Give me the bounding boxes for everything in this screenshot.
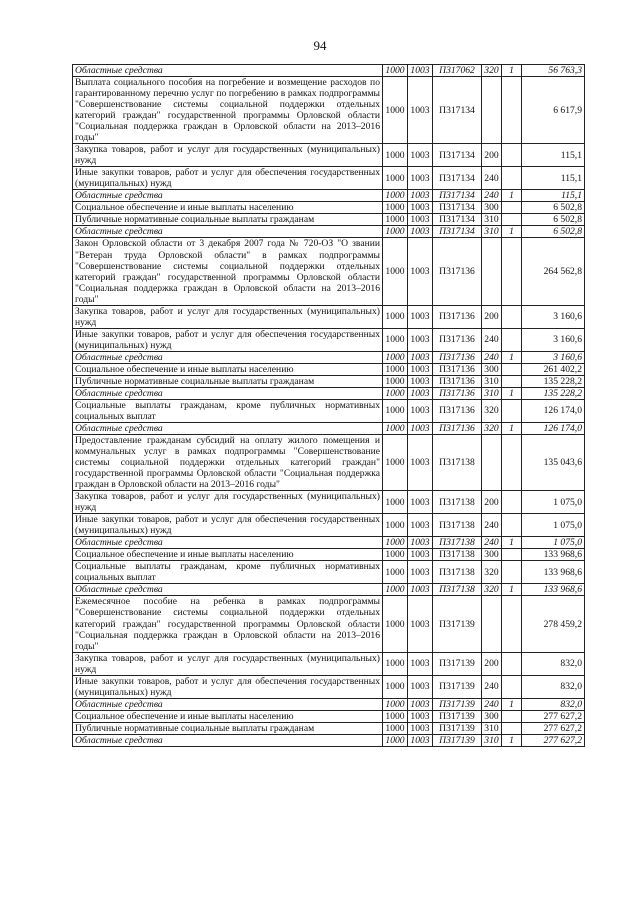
row-name: Областные средства	[73, 65, 383, 77]
ved-code: 1000	[383, 722, 408, 734]
amount: 126 174,0	[522, 422, 585, 434]
amount: 115,1	[522, 190, 585, 202]
amount: 115,1	[522, 167, 585, 190]
funding-source-code	[502, 549, 522, 561]
ved-code: 1000	[383, 375, 408, 387]
table-row	[73, 144, 585, 167]
funding-source-code	[502, 722, 522, 734]
page-number: 94	[313, 38, 327, 53]
target-article-code: П317136	[433, 422, 482, 434]
target-article-code: П317136	[433, 238, 482, 305]
target-article-code: П317138	[433, 549, 482, 561]
ved-code: 1000	[383, 351, 408, 363]
expense-type-code: 300	[482, 363, 502, 375]
table-row-regional-funds	[73, 351, 585, 363]
table-row-regional-funds	[73, 65, 585, 77]
ved-code: 1000	[383, 549, 408, 561]
expense-type-code: 200	[482, 652, 502, 675]
ved-code: 1000	[383, 675, 408, 698]
target-article-code: П317139	[433, 710, 482, 722]
target-article-code: П317134	[433, 214, 482, 226]
section-code: 1003	[408, 652, 433, 675]
expense-type-code: 240	[482, 190, 502, 202]
target-article-code: П317134	[433, 226, 482, 238]
row-name: Иные закупки товаров, работ и услуг для обеспечения государственных (муниципальных) нужд	[73, 514, 383, 537]
amount: 832,0	[522, 652, 585, 675]
funding-source-code: 1	[502, 226, 522, 238]
amount: 3 160,6	[522, 305, 585, 328]
target-article-code: П317134	[433, 202, 482, 214]
expense-type-code: 240	[482, 514, 502, 537]
amount: 1 075,0	[522, 514, 585, 537]
funding-source-code	[502, 328, 522, 351]
row-name: Закупка товаров, работ и услуг для государственных (муниципальных) нужд	[73, 491, 383, 514]
expense-type-code: 320	[482, 65, 502, 77]
ved-code: 1000	[383, 710, 408, 722]
section-code: 1003	[408, 167, 433, 190]
ved-code: 1000	[383, 202, 408, 214]
amount: 115,1	[522, 144, 585, 167]
ved-code: 1000	[383, 537, 408, 549]
table-row	[73, 435, 585, 491]
section-code: 1003	[408, 214, 433, 226]
ved-code: 1000	[383, 363, 408, 375]
expense-type-code: 320	[482, 584, 502, 596]
table-row	[73, 238, 585, 305]
row-name: Областные средства	[73, 698, 383, 710]
expense-type-code: 300	[482, 202, 502, 214]
amount: 133 968,6	[522, 561, 585, 584]
target-article-code: П317139	[433, 722, 482, 734]
section-code: 1003	[408, 375, 433, 387]
expense-type-code: 310	[482, 375, 502, 387]
amount: 133 968,6	[522, 584, 585, 596]
expense-type-code: 200	[482, 144, 502, 167]
section-code: 1003	[408, 491, 433, 514]
expense-type-code: 320	[482, 399, 502, 422]
funding-source-code	[502, 561, 522, 584]
funding-source-code	[502, 167, 522, 190]
table-row	[73, 722, 585, 734]
section-code: 1003	[408, 549, 433, 561]
ved-code: 1000	[383, 305, 408, 328]
funding-source-code	[502, 238, 522, 305]
funding-source-code	[502, 77, 522, 144]
section-code: 1003	[408, 77, 433, 144]
row-name: Иные закупки товаров, работ и услуг для обеспечения государственных (муниципальных) нужд	[73, 675, 383, 698]
funding-source-code: 1	[502, 387, 522, 399]
section-code: 1003	[408, 710, 433, 722]
ved-code: 1000	[383, 190, 408, 202]
expense-type-code: 240	[482, 328, 502, 351]
funding-source-code: 1	[502, 537, 522, 549]
row-name: Иные закупки товаров, работ и услуг для обеспечения государственных (муниципальных) нужд	[73, 328, 383, 351]
row-name: Ежемесячное пособие на ребенка в рамках подпрограммы "Совершенствование системы социальной поддержки отдельных категорий граждан" государственной программы Орловской области "Социальная поддержка граждан в Орловской области на 2013–2016 годы"	[73, 596, 383, 652]
amount: 6 502,8	[522, 202, 585, 214]
table-row	[73, 214, 585, 226]
section-code: 1003	[408, 561, 433, 584]
target-article-code: П317138	[433, 561, 482, 584]
ved-code: 1000	[383, 387, 408, 399]
section-code: 1003	[408, 190, 433, 202]
target-article-code: П317138	[433, 537, 482, 549]
expense-type-code: 300	[482, 549, 502, 561]
row-name: Закупка товаров, работ и услуг для государственных (муниципальных) нужд	[73, 305, 383, 328]
target-article-code: П317062	[433, 65, 482, 77]
section-code: 1003	[408, 202, 433, 214]
row-name: Предоставление гражданам субсидий на оплату жилого помещения и коммунальных услуг в рамках подпрограммы "Совершенствование системы социальной поддержки отдельных категорий граждан" государственной программы Орловской области "Социальная поддержка граждан в Орловской области на 2013–2016 годы"	[73, 435, 383, 491]
table-row-regional-funds	[73, 422, 585, 434]
target-article-code: П317136	[433, 387, 482, 399]
table-row	[73, 710, 585, 722]
table-row	[73, 596, 585, 652]
target-article-code: П317139	[433, 596, 482, 652]
expense-type-code: 240	[482, 675, 502, 698]
target-article-code: П317136	[433, 363, 482, 375]
table-row	[73, 363, 585, 375]
ved-code: 1000	[383, 435, 408, 491]
amount: 277 627,2	[522, 722, 585, 734]
target-article-code: П317134	[433, 144, 482, 167]
table-row-regional-funds	[73, 387, 585, 399]
row-name: Закон Орловской области от 3 декабря 2007 года № 720-ОЗ "О звании "Ветеран труда Орловской области" в рамках подпрограммы "Совершенствование системы социальной поддержки отдельных категорий граждан" государственной программы Орловской области "Социальная поддержка граждан в Орловской области на 2013–2016 годы"	[73, 238, 383, 305]
amount: 6 617,9	[522, 77, 585, 144]
ved-code: 1000	[383, 328, 408, 351]
row-name: Социальное обеспечение и иные выплаты населению	[73, 710, 383, 722]
funding-source-code	[502, 710, 522, 722]
amount: 277 627,2	[522, 734, 585, 746]
section-code: 1003	[408, 238, 433, 305]
funding-source-code	[502, 144, 522, 167]
amount: 832,0	[522, 698, 585, 710]
ved-code: 1000	[383, 214, 408, 226]
ved-code: 1000	[383, 491, 408, 514]
target-article-code: П317136	[433, 305, 482, 328]
expense-type-code	[482, 238, 502, 305]
funding-source-code	[502, 399, 522, 422]
row-name: Социальное обеспечение и иные выплаты населению	[73, 549, 383, 561]
target-article-code: П317139	[433, 698, 482, 710]
row-name: Областные средства	[73, 351, 383, 363]
row-name: Социальное обеспечение и иные выплаты населению	[73, 202, 383, 214]
funding-source-code	[502, 514, 522, 537]
section-code: 1003	[408, 537, 433, 549]
section-code: 1003	[408, 399, 433, 422]
table-row	[73, 491, 585, 514]
table-row	[73, 305, 585, 328]
section-code: 1003	[408, 435, 433, 491]
amount: 6 502,8	[522, 226, 585, 238]
budget-table	[72, 64, 585, 747]
target-article-code: П317134	[433, 77, 482, 144]
amount: 1 075,0	[522, 537, 585, 549]
table-row	[73, 561, 585, 584]
amount: 261 402,2	[522, 363, 585, 375]
amount: 832,0	[522, 675, 585, 698]
section-code: 1003	[408, 584, 433, 596]
target-article-code: П317136	[433, 399, 482, 422]
table-row	[73, 514, 585, 537]
section-code: 1003	[408, 226, 433, 238]
amount: 56 763,3	[522, 65, 585, 77]
expense-type-code: 200	[482, 491, 502, 514]
ved-code: 1000	[383, 226, 408, 238]
row-name: Публичные нормативные социальные выплаты гражданам	[73, 214, 383, 226]
ved-code: 1000	[383, 698, 408, 710]
expense-type-code	[482, 596, 502, 652]
target-article-code: П317138	[433, 435, 482, 491]
table-row-regional-funds	[73, 734, 585, 746]
amount: 3 160,6	[522, 328, 585, 351]
row-name: Публичные нормативные социальные выплаты гражданам	[73, 375, 383, 387]
funding-source-code	[502, 363, 522, 375]
row-name: Выплата социального пособия на погребение и возмещение расходов по гарантированному перечню услуг по погребению в рамках подпрограммы "Совершенствование системы социальной поддержки отдельных категорий граждан" государственной программы Орловской области "Социальная поддержка граждан в Орловской области на 2013–2016 годы"	[73, 77, 383, 144]
table-row	[73, 652, 585, 675]
table-row	[73, 328, 585, 351]
row-name: Публичные нормативные социальные выплаты гражданам	[73, 722, 383, 734]
row-name: Областные средства	[73, 387, 383, 399]
table-row	[73, 202, 585, 214]
row-name: Закупка товаров, работ и услуг для государственных (муниципальных) нужд	[73, 144, 383, 167]
ved-code: 1000	[383, 238, 408, 305]
expense-type-code: 310	[482, 387, 502, 399]
table-row-regional-funds	[73, 190, 585, 202]
amount: 135 043,6	[522, 435, 585, 491]
expense-type-code: 310	[482, 226, 502, 238]
amount: 135 228,2	[522, 387, 585, 399]
target-article-code: П317139	[433, 734, 482, 746]
section-code: 1003	[408, 422, 433, 434]
funding-source-code	[502, 675, 522, 698]
ved-code: 1000	[383, 561, 408, 584]
funding-source-code	[502, 491, 522, 514]
row-name: Областные средства	[73, 226, 383, 238]
target-article-code: П317138	[433, 514, 482, 537]
section-code: 1003	[408, 363, 433, 375]
section-code: 1003	[408, 514, 433, 537]
target-article-code: П317136	[433, 328, 482, 351]
funding-source-code	[502, 435, 522, 491]
section-code: 1003	[408, 305, 433, 328]
ved-code: 1000	[383, 399, 408, 422]
funding-source-code: 1	[502, 351, 522, 363]
amount: 278 459,2	[522, 596, 585, 652]
expense-type-code: 320	[482, 422, 502, 434]
funding-source-code: 1	[502, 422, 522, 434]
funding-source-code	[502, 214, 522, 226]
amount: 1 075,0	[522, 491, 585, 514]
ved-code: 1000	[383, 144, 408, 167]
table-row	[73, 675, 585, 698]
expense-type-code: 310	[482, 734, 502, 746]
funding-source-code: 1	[502, 734, 522, 746]
section-code: 1003	[408, 387, 433, 399]
table-row	[73, 375, 585, 387]
table-row-regional-funds	[73, 584, 585, 596]
amount: 135 228,2	[522, 375, 585, 387]
funding-source-code: 1	[502, 698, 522, 710]
section-code: 1003	[408, 596, 433, 652]
target-article-code: П317138	[433, 491, 482, 514]
target-article-code: П317134	[433, 167, 482, 190]
row-name: Областные средства	[73, 584, 383, 596]
expense-type-code: 300	[482, 710, 502, 722]
funding-source-code: 1	[502, 190, 522, 202]
funding-source-code	[502, 652, 522, 675]
amount: 277 627,2	[522, 710, 585, 722]
ved-code: 1000	[383, 514, 408, 537]
expense-type-code: 240	[482, 698, 502, 710]
expense-type-code: 310	[482, 214, 502, 226]
section-code: 1003	[408, 675, 433, 698]
funding-source-code	[502, 305, 522, 328]
expense-type-code	[482, 435, 502, 491]
expense-type-code	[482, 77, 502, 144]
ved-code: 1000	[383, 167, 408, 190]
funding-source-code: 1	[502, 584, 522, 596]
expense-type-code: 200	[482, 305, 502, 328]
expense-type-code: 240	[482, 537, 502, 549]
row-name: Областные средства	[73, 422, 383, 434]
row-name: Областные средства	[73, 734, 383, 746]
amount: 126 174,0	[522, 399, 585, 422]
ved-code: 1000	[383, 65, 408, 77]
row-name: Закупка товаров, работ и услуг для государственных (муниципальных) нужд	[73, 652, 383, 675]
target-article-code: П317139	[433, 675, 482, 698]
target-article-code: П317139	[433, 652, 482, 675]
table-row-regional-funds	[73, 698, 585, 710]
ved-code: 1000	[383, 584, 408, 596]
ved-code: 1000	[383, 596, 408, 652]
funding-source-code	[502, 596, 522, 652]
row-name: Социальное обеспечение и иные выплаты населению	[73, 363, 383, 375]
section-code: 1003	[408, 144, 433, 167]
table-row	[73, 167, 585, 190]
funding-source-code: 1	[502, 65, 522, 77]
funding-source-code	[502, 202, 522, 214]
amount: 6 502,8	[522, 214, 585, 226]
row-name: Социальные выплаты гражданам, кроме публичных нормативных социальных выплат	[73, 399, 383, 422]
target-article-code: П317138	[433, 584, 482, 596]
section-code: 1003	[408, 328, 433, 351]
row-name: Областные средства	[73, 190, 383, 202]
ved-code: 1000	[383, 77, 408, 144]
table-row	[73, 77, 585, 144]
amount: 3 160,6	[522, 351, 585, 363]
table-row-regional-funds	[73, 537, 585, 549]
funding-source-code	[502, 375, 522, 387]
target-article-code: П317134	[433, 190, 482, 202]
target-article-code: П317136	[433, 351, 482, 363]
expense-type-code: 310	[482, 722, 502, 734]
section-code: 1003	[408, 734, 433, 746]
ved-code: 1000	[383, 734, 408, 746]
expense-type-code: 240	[482, 167, 502, 190]
table-row	[73, 399, 585, 422]
row-name: Областные средства	[73, 537, 383, 549]
ved-code: 1000	[383, 652, 408, 675]
budget-table-body	[73, 65, 585, 747]
section-code: 1003	[408, 722, 433, 734]
table-row	[73, 549, 585, 561]
expense-type-code: 240	[482, 351, 502, 363]
table-row-regional-funds	[73, 226, 585, 238]
ved-code: 1000	[383, 422, 408, 434]
expense-type-code: 320	[482, 561, 502, 584]
row-name: Социальные выплаты гражданам, кроме публичных нормативных социальных выплат	[73, 561, 383, 584]
section-code: 1003	[408, 351, 433, 363]
section-code: 1003	[408, 698, 433, 710]
amount: 133 968,6	[522, 549, 585, 561]
section-code: 1003	[408, 65, 433, 77]
row-name: Иные закупки товаров, работ и услуг для обеспечения государственных (муниципальных) нужд	[73, 167, 383, 190]
target-article-code: П317136	[433, 375, 482, 387]
amount: 264 562,8	[522, 238, 585, 305]
